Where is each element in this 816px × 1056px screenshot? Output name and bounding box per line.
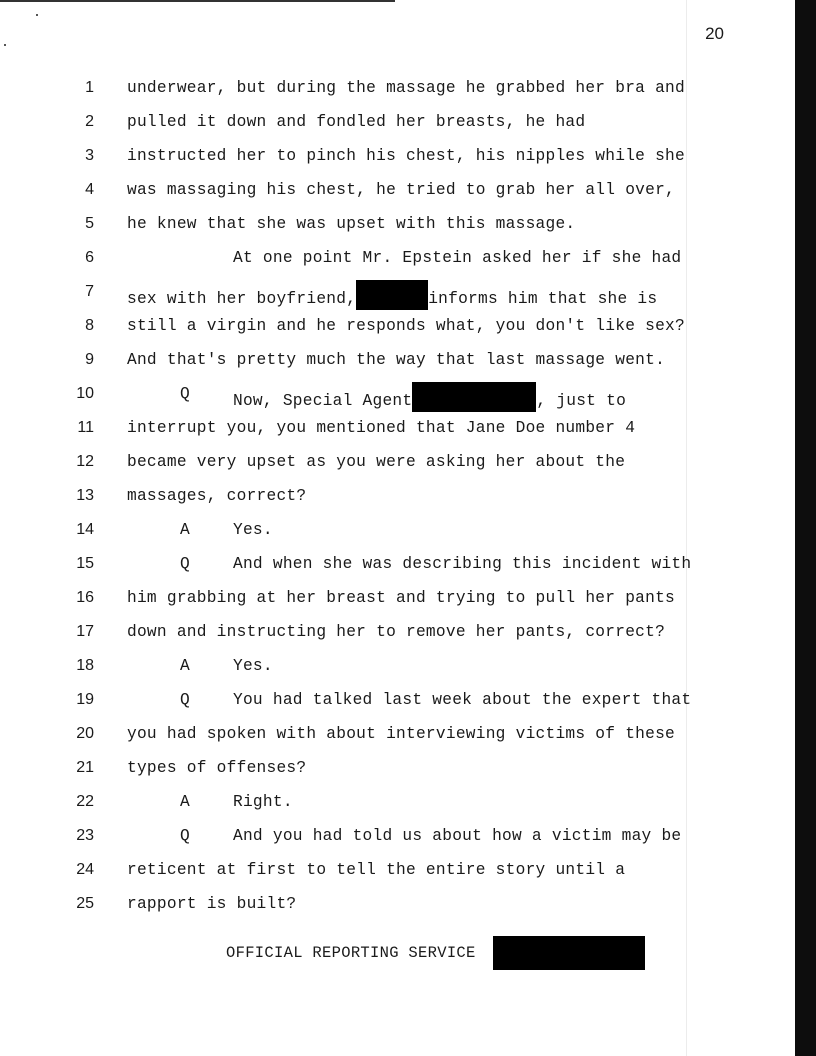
line-number: 13 (76, 487, 94, 504)
speaker-marker: Q (180, 691, 190, 709)
line-text (127, 348, 665, 372)
transcript-line (0, 858, 795, 892)
line-text (233, 654, 273, 678)
text-run: Yes. (233, 657, 273, 675)
line-number: 22 (76, 793, 94, 810)
line-number: 5 (85, 215, 94, 232)
text-run: reticent at first to tell the entire story until a (127, 861, 626, 879)
footer-label: OFFICIAL REPORTING SERVICE (226, 944, 476, 962)
line-number: 23 (76, 827, 94, 844)
transcript-line (0, 246, 795, 280)
line-number: 11 (77, 419, 94, 436)
speaker-marker: A (180, 793, 190, 811)
line-text (127, 76, 685, 100)
transcript-line (0, 688, 795, 722)
line-number: 19 (76, 691, 94, 708)
text-run: pulled it down and fondled her breasts, he had (127, 113, 586, 131)
text-run: massages, correct? (127, 487, 307, 505)
speaker-marker: A (180, 657, 190, 675)
line-number: 1 (85, 79, 94, 96)
transcript-line (0, 280, 795, 314)
text-run: interrupt you, you mentioned that Jane Doe number 4 (127, 419, 636, 437)
line-number: 14 (76, 521, 94, 538)
line-text (127, 586, 675, 610)
text-run: became very upset as you were asking her about the (127, 453, 626, 471)
transcript-line (0, 586, 795, 620)
text-run: And when she was describing this incident with (233, 555, 692, 573)
line-number: 2 (85, 113, 94, 130)
text-run: Right. (233, 793, 293, 811)
line-text (127, 892, 296, 916)
speaker-marker: Q (180, 827, 190, 845)
transcript-line (0, 552, 795, 586)
transcript-line (0, 450, 795, 484)
text-run: And you had told us about how a victim may be (233, 827, 682, 845)
transcript-line (0, 620, 795, 654)
line-text (127, 722, 675, 746)
line-text (233, 790, 293, 814)
transcript-line (0, 110, 795, 144)
line-number: 25 (76, 895, 94, 912)
line-text (233, 824, 681, 848)
text-run: instructed her to pinch his chest, his nipples while she (127, 147, 685, 165)
transcript-line (0, 416, 795, 450)
scan-speck (4, 44, 6, 46)
line-text (127, 280, 657, 311)
line-number: 7 (85, 283, 94, 300)
line-number: 24 (76, 861, 94, 878)
line-text (127, 144, 685, 168)
line-text (233, 382, 626, 413)
line-text (127, 178, 675, 202)
line-text (233, 688, 691, 712)
redaction-box (356, 280, 428, 310)
line-text (127, 484, 306, 508)
text-run: informs him that she is (428, 290, 658, 308)
text-run: still a virgin and he responds what, you don't like sex? (127, 317, 685, 335)
text-run: was massaging his chest, he tried to grab her all over, (127, 181, 676, 199)
line-number: 3 (85, 147, 94, 164)
transcript-line (0, 654, 795, 688)
transcript-line (0, 824, 795, 858)
transcript-line (0, 212, 795, 246)
transcript-line (0, 722, 795, 756)
transcript-line (0, 382, 795, 416)
speaker-marker: Q (180, 555, 190, 573)
text-run: you had spoken with about interviewing victims of these (127, 725, 676, 743)
line-number: 20 (76, 725, 94, 742)
text-run: underwear, but during the massage he grabbed her bra and (127, 79, 685, 97)
line-text (127, 756, 306, 780)
text-run: You had talked last week about the expert that (233, 691, 692, 709)
text-run: down and instructing her to remove her pants, correct? (127, 623, 666, 641)
transcript-line (0, 76, 795, 110)
transcript-line (0, 790, 795, 824)
transcript-line (0, 178, 795, 212)
line-text (127, 110, 585, 134)
top-rule (0, 0, 395, 2)
line-number: 6 (85, 249, 94, 266)
line-number: 12 (76, 453, 94, 470)
line-number: 8 (85, 317, 94, 334)
line-text (127, 450, 625, 474)
line-text (233, 552, 691, 576)
transcript-line (0, 314, 795, 348)
line-text (127, 620, 665, 644)
line-number: 21 (76, 759, 94, 776)
speaker-marker: Q (180, 385, 190, 403)
line-text (127, 314, 685, 338)
line-number: 16 (76, 589, 94, 606)
text-run: rapport is built? (127, 895, 297, 913)
footer-redaction (493, 936, 645, 970)
transcript-line (0, 892, 795, 926)
line-number: 18 (76, 657, 94, 674)
transcript-line (0, 144, 795, 178)
line-number: 17 (76, 623, 94, 640)
text-run: he knew that she was upset with this massage. (127, 215, 576, 233)
line-text (127, 858, 625, 882)
line-number: 15 (76, 555, 94, 572)
transcript-line (0, 484, 795, 518)
transcript-body (0, 76, 795, 926)
text-run: And that's pretty much the way that last massage went. (127, 351, 666, 369)
scan-speck (36, 14, 38, 16)
page-number: 20 (705, 24, 724, 43)
text-run: Now, Special Agent (233, 392, 413, 410)
line-text (233, 246, 681, 270)
transcript-line (0, 518, 795, 552)
line-text (233, 518, 273, 542)
redaction-box (412, 382, 536, 412)
text-run: , just to (536, 392, 627, 410)
transcript-line (0, 348, 795, 382)
text-run: Yes. (233, 521, 273, 539)
text-run: sex with her boyfriend, (127, 290, 357, 308)
scan-edge-bar (795, 0, 816, 1056)
line-text (127, 212, 575, 236)
line-text (127, 416, 635, 440)
line-number: 4 (85, 181, 94, 198)
text-run: At one point Mr. Epstein asked her if she had (233, 249, 682, 267)
line-number: 9 (85, 351, 94, 368)
speaker-marker: A (180, 521, 190, 539)
line-number: 10 (76, 385, 94, 402)
text-run: types of offenses? (127, 759, 307, 777)
text-run: him grabbing at her breast and trying to pull her pants (127, 589, 676, 607)
transcript-line (0, 756, 795, 790)
